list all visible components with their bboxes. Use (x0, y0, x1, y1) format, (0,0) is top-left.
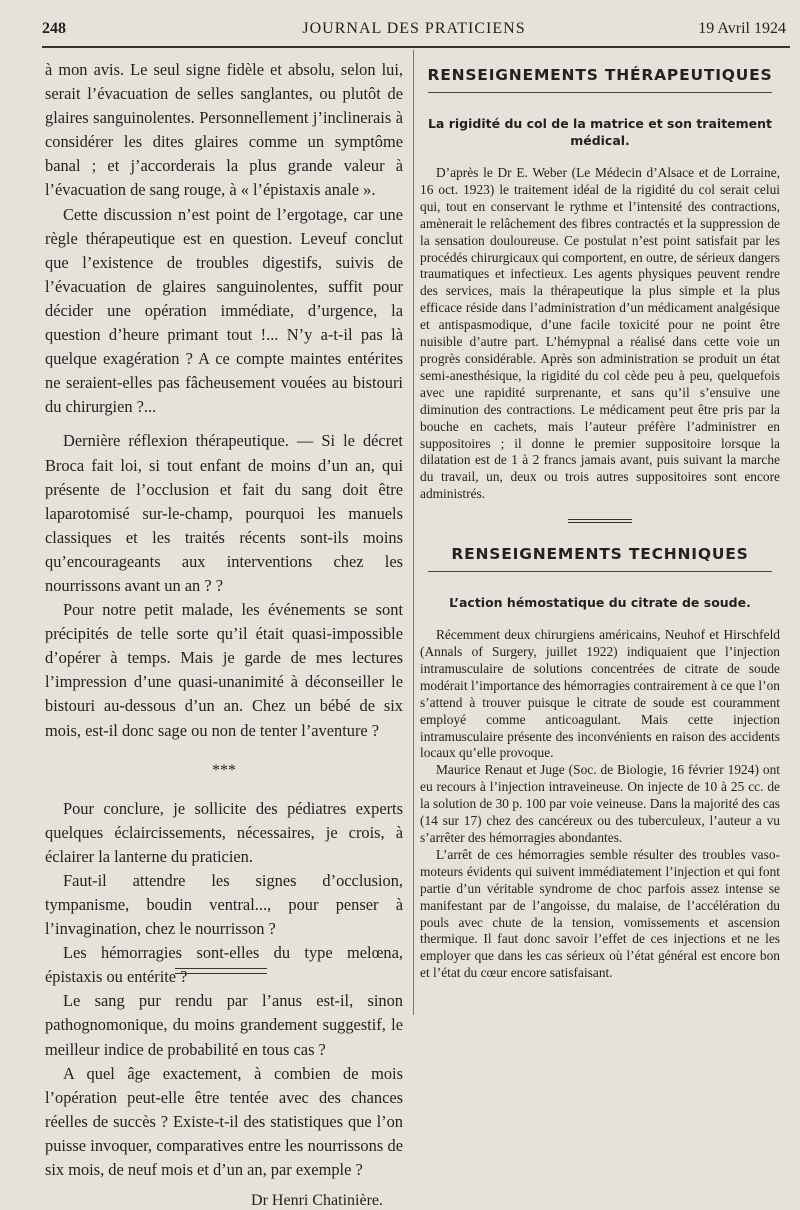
paragraph: Les hémorragies sont-elles du type melœna, épistaxis ou entérite ? (45, 943, 403, 987)
paragraph: Cette discussion n’est point de l’ergotage, car une règle thérapeutique est en question. Leveuf conclut que l’existence de troubles digestifs, suivis de l’évacuation de glaires sanguinolentes, suffit pour décider une opération immédiate, d’urgence, la question d’heure primant tout !... N’y a-t-il pas là quelque exagération ? A ce compte maintes entérites ne seraient-elles pas fâcheusement vouées au bistouri du chirurgien ?... (45, 204, 403, 417)
end-rule (175, 968, 267, 969)
section-rule (428, 571, 772, 572)
section-title-techniques: RENSEIGNEMENTS TECHNIQUES (451, 545, 749, 564)
page-header (42, 18, 786, 42)
right-column (420, 66, 780, 982)
article-paragraph: Maurice Renaut et Juge (Soc. de Biologie, 16 février 1924) ont eu recours à l’injection intraveineuse. On injecte de 10 à 25 cc. de la solution de 30 p. 100 par voie veineuse. Dans la majorité des cas (14 sur 17) chez des cancéreux ou des tuberculeux, l’auteur a vu s’arrêter des hémorragies abondantes. (420, 762, 780, 845)
paragraph: Pour conclure, je sollicite des pédiatres experts quelques éclaircissements, nécessaires, je crois, à éclairer la lanterne du praticien. (45, 798, 403, 866)
paragraph: Pour notre petit malade, les événements se sont précipités de telle sorte qu’il était quasi-impossible d’opérer à temps. Mais je garde de mes lectures l’impression d’une quasi-unanimité à déconseiller le bistouri au-dessous d’un an. Chez un bébé de six mois, est-il donc sage ou non de tenter l’aventure ? (45, 600, 403, 740)
article-separator (568, 519, 632, 523)
section-rule (428, 92, 772, 93)
end-rule (175, 973, 267, 974)
header-rule (42, 46, 790, 48)
article-paragraph: Récemment deux chirurgiens américains, Neuhof et Hirschfeld (Annals of Surgery, juillet 1922) indiquaient que l’injection intramusculaire de solutions concentrées de citrate de soude modérait l’importance des hémorragies contrairement à ce que l’on s’attend à trouver puisque le citrate de soude est couramment employé comme anticoagulant. Mais cette injection intramusculaire présente des inconvénients en raison des accidents locaux qu’elle provoque. (420, 627, 780, 761)
left-column (45, 58, 403, 1210)
techniques-section (420, 545, 780, 982)
article-title: La rigidité du col de la matrice et son traitement médical. (427, 116, 773, 148)
article-title: L’action hémostatique du citrate de soude. (449, 595, 751, 611)
article-paragraph: D’après le Dr E. Weber (Le Médecin d’Alsace et de Lorraine, 16 oct. 1923) le traitement idéal de la rigidité du col serait celui qui, tout en conservant le rythme et l’intensité des contractions, amènerait le relâchement des fibres contractés et la suppression de la sensation douloureuse. Ce postulat n’est point satisfait par les procédés chirurgicaux qui comportent, en outre, de sérieux dangers traumatiques et infectieux. Les agents physiques peuvent rendre des services, mais la thérapeutique la plus simple et la plus efficace réside dans l’administration d’un médicament analgésique et antispasmodique, d’une facile toxicité pour ne point être nuisible d’autre part. L’hémypnal a réalisé dans cette voie un progrès considérable. Après son administration se produit un état semi-anesthésique, la rigidité du col cède peu à peu, quelquefois avec une rapidité surprenante, et sans qu’il s’ensuive une diminution des contractions. Le médicament peut être pris par la bouche en cachets, mais l’auteur préfère l’administrer en suppositoires ; il donne le premier suppositoire lorsque la dilatation est de 1 à 2 francs jamais avant, puis suivant la marche du travail, un, deux ou trois autres suppositoires sont encore administrés. (420, 165, 780, 502)
journal-title: JOURNAL DES PRATICIENS (302, 20, 526, 37)
paragraph: à mon avis. Le seul signe fidèle et absolu, selon lui, serait l’évacuation de selles sanglantes, ou plutôt de glaires sanguinolentes. Personnellement j’inclinerais à considérer les dites glaires comme un symptôme banal ; et j’accorderais la plus grande valeur à l’évacuation de sang rouge, à « l’épistaxis anale ». (45, 60, 403, 200)
section-asterism: *** (212, 761, 236, 779)
article-paragraph: L’arrêt de ces hémorragies semble résulter des troubles vaso-moteurs évidents qui suivent immédiatement l’injection et qui font partie d’un véritable syndrome de choc parfois assez intense se manifestant par de l’angoisse, du malaise, de l’accélération du pouls avec chute de la tension, vomissements et ascension thermique. Il faut donc savoir l’effet de ces injections et ne les employer que dans les cas sérieux où l’état général est encore bon et l’état du cœur encore satisfaisant. (420, 846, 780, 981)
column-divider (413, 50, 414, 1015)
section-title-therapeutics: RENSEIGNEMENTS THÉRAPEUTIQUES (427, 66, 773, 84)
paragraph: A quel âge exactement, à combien de mois l’opération peut-elle être tentée avec des chances réelles de succès ? Existe-t-il des statistiques que l’on puisse invoquer, comparatives entre les nourrissons de six mois, de neuf mois et d’un an, par exemple ? (45, 1063, 403, 1180)
paragraph: Faut-il attendre les signes d’occlusion, tympanisme, boudin ventral..., pour penser à l’invagination, chez le nourrisson ? (45, 870, 403, 939)
paragraph: Le sang pur rendu par l’anus est-il, sinon pathognomonique, du moins grandement suggestif, le meilleur indice de probabilité en tous cas ? (45, 991, 403, 1059)
page-number: 248 (42, 20, 66, 37)
author-signature: Dr Henri Chatinière. (251, 1192, 383, 1210)
issue-date: 19 Avril 1924 (698, 20, 786, 37)
paragraph: Dernière réflexion thérapeutique. — Si le décret Broca fait loi, si tout enfant de moins d’un an, qui présente de l’occlusion et fait du sang doit être laparotomisé sur-le-champ, pourquoi les manuels classiques et les traités récents sont-ils moins qu’encourageants aux interventions chez les nourrissons avant un an ? ? (45, 431, 403, 595)
